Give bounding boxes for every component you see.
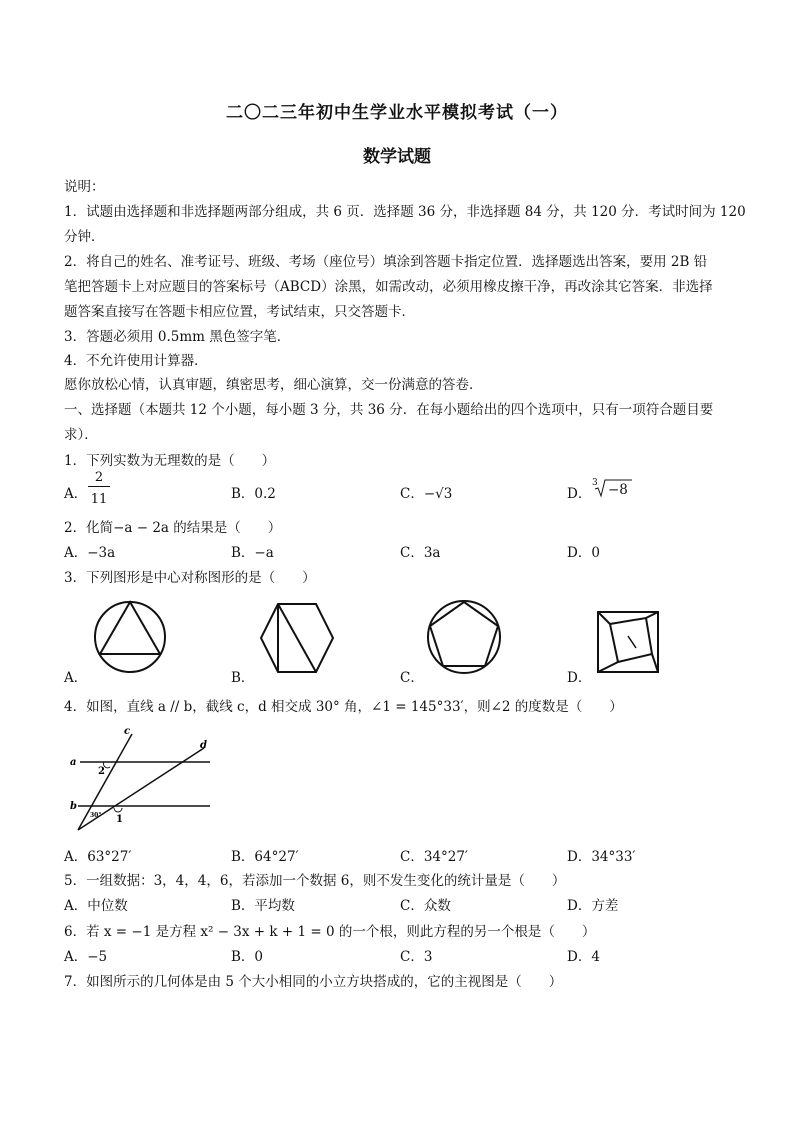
q7-stem: 7．如图所示的几何体是由 5 个大小相同的小立方块搭成的，它的主视图是（ ） (64, 974, 563, 990)
line-a-label: a (70, 757, 77, 768)
instruction-2a: 2．将自己的姓名、准考证号、班级、考场（座位号）填涂到答题卡指定位置．选择题选出答案，要用 2B 铅 (64, 254, 708, 270)
angle-30-label: 30° (90, 812, 102, 819)
q5-option-b: B．平均数 (231, 898, 295, 914)
instruction-wish: 愿你放松心情，认真审题，缜密思考，细心演算，交一份满意的答卷． (64, 377, 483, 393)
q3-option-a: A． (64, 670, 88, 686)
instruction-4: 4．不允许使用计算器． (64, 353, 208, 369)
q6-stem: 6．若 x = −1 是方程 x² − 3x + k + 1 = 0 的一个根，则此方程的另一个根是（ ） (64, 924, 596, 940)
q2-option-b: B．−a (231, 545, 274, 561)
line-c-label: c (124, 726, 131, 737)
q4-stem: 4．如图，直线 a // b，截线 c，d 相交成 30° 角，∠1 = 145°33′，则∠2 的度数是（ ） (64, 699, 623, 715)
section-heading-a: 一、选择题（本题共 12 个小题，每小题 3 分，共 36 分．在每小题给出的四个选项中，只有一项符合题目要 (64, 402, 714, 418)
angle-1-label: 1 (116, 814, 123, 825)
q1-root-index: 3 (592, 478, 598, 488)
circle-pentagon-figure (425, 598, 503, 676)
q2-option-d: D．0 (567, 545, 600, 561)
instruction-2b: 笔把答题卡上对应题目的答案标号（ABCD）涂黑，如需改动，必须用橡皮擦干净，再改涂其它答案．非选择 (64, 279, 713, 295)
q1-fraction-numerator: 2 (88, 470, 110, 487)
q1-stem: 1．下列实数为无理数的是（ ） (64, 453, 276, 469)
q1-option-b: B．0.2 (231, 486, 276, 502)
q4-option-a: A．63°27′ (64, 849, 132, 865)
q6-option-c: C．3 (400, 949, 433, 965)
line-d-label: d (200, 740, 207, 751)
q5-option-a: A．中位数 (64, 898, 128, 914)
instruction-2c: 题答案直接写在答题卡相应位置，考试结束，只交答题卡． (64, 304, 415, 320)
circle-triangle-figure (93, 600, 167, 674)
square-pinwheel-figure (596, 610, 660, 674)
q6-option-d: D．4 (567, 949, 600, 965)
parallel-lines-figure (64, 724, 214, 834)
q1-option-d-label: D． (567, 486, 592, 502)
q3-stem: 3．下列图形是中心对称图形的是（ ） (64, 570, 316, 586)
instruction-3: 3．答题必须用 0.5mm 黑色签字笔． (64, 329, 291, 345)
exam-title: 二〇二三年初中生学业水平模拟考试（一） (226, 103, 568, 123)
hexagon-figure (259, 600, 335, 676)
section-heading-b: 求）． (64, 427, 98, 443)
q5-option-c: C．众数 (400, 898, 451, 914)
q1-radicand: −8 (608, 482, 628, 498)
instructions-label: 说明： (64, 179, 105, 195)
exam-subtitle: 数学试题 (363, 147, 431, 167)
q2-option-c: C．3a (400, 545, 441, 561)
instruction-1b: 分钟． (64, 229, 105, 245)
q6-option-b: B．0 (231, 949, 264, 965)
q3-option-b: B． (231, 670, 255, 686)
q1-fraction-denominator: 11 (90, 492, 108, 507)
q4-option-b: B．64°27′ (231, 849, 299, 865)
q5-stem: 5．一组数据：3，4，4，6，若添加一个数据 6，则不发生变化的统计量是（ ） (64, 873, 566, 889)
q1-option-a-label: A． (64, 486, 88, 502)
q3-option-c: C． (400, 670, 424, 686)
q4-option-c: C．34°27′ (400, 849, 469, 865)
q1-option-c: C．−√3 (400, 486, 453, 502)
q4-option-d: D．34°33′ (567, 849, 636, 865)
q2-stem: 2．化简−a − 2a 的结果是（ ） (64, 520, 282, 536)
angle-2-label: 2 (98, 766, 105, 777)
q3-option-d: D． (567, 670, 592, 686)
q2-option-a: A．−3a (64, 545, 116, 561)
q5-option-d: D．方差 (567, 898, 619, 914)
line-b-label: b (70, 801, 77, 812)
instruction-1a: 1．试题由选择题和非选择题两部分组成，共 6 页．选择题 36 分，非选择题 84 分，共 120 分．考试时间为 120 (64, 204, 746, 220)
q6-option-a: A．−5 (64, 949, 108, 965)
